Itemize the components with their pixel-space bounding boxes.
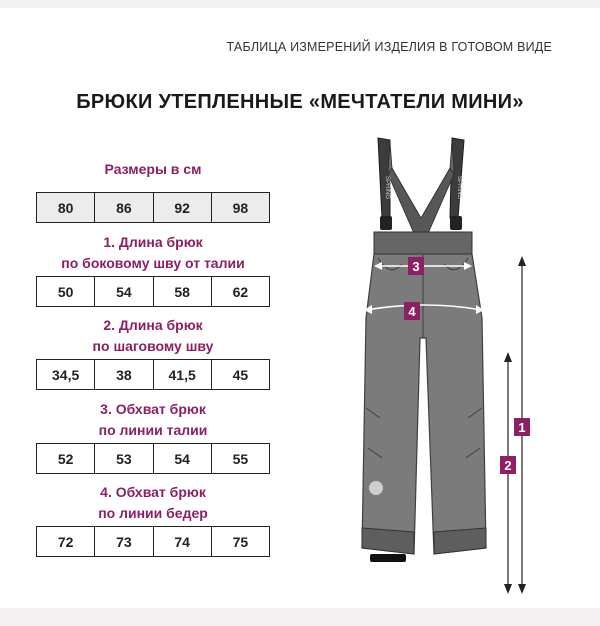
value-cell: 52 [37, 444, 95, 473]
measurement-4-title-line1: 4. Обхват брюк [100, 484, 206, 500]
measurement-2-title [30, 315, 276, 357]
header-caption: ТАБЛИЦА ИЗМЕРЕНИЙ ИЗДЕЛИЯ В ГОТОВОМ ВИДЕ [226, 40, 552, 54]
value-cell: 41,5 [154, 360, 212, 389]
inseam-head-top [504, 352, 512, 362]
bib-top [388, 168, 454, 238]
badge-1-label: 1 [518, 420, 526, 435]
badge-4-label: 4 [408, 304, 416, 319]
value-cell: 45 [232, 366, 249, 383]
measurement-4-title-line2: по линии бедер [98, 505, 208, 521]
sizes-title: Размеры в см [104, 161, 202, 177]
value-cell: 73 [95, 527, 153, 556]
measurement-3-title-line1: 3. Обхват брюк [100, 401, 206, 417]
measurement-3-title-line2: по линии талии [98, 422, 208, 438]
measurement-2-title-line2: по шаговому шву [92, 338, 214, 354]
right-cuff [434, 528, 486, 554]
badge-3-label: 3 [412, 259, 420, 274]
measurement-1-title-line1: 1. Длина брюк [103, 234, 203, 250]
value-cell: 54 [95, 277, 153, 306]
waistband [374, 232, 472, 254]
measurement-4-title [30, 482, 276, 524]
sizes-table [36, 192, 270, 223]
page-title: БРЮКИ УТЕПЛЕННЫЕ «МЕЧТАТЕЛИ МИНИ» [76, 91, 524, 113]
pants-illustration [330, 128, 560, 598]
value-cell: 50 [37, 277, 95, 306]
value-cell: 74 [154, 527, 212, 556]
measurement-1-table [36, 276, 270, 307]
value-cell: 72 [37, 527, 95, 556]
right-buckle [450, 216, 462, 230]
value-cell: 58 [154, 277, 212, 306]
left-cuff [362, 528, 414, 554]
measurement-4-table [36, 526, 270, 557]
value-cell: 75 [232, 533, 249, 550]
value-cell: 54 [154, 444, 212, 473]
value-cell: 38 [95, 360, 153, 389]
right-strap-label: SPRING [456, 176, 462, 200]
left-buckle [380, 216, 392, 230]
side-length-head-bottom [518, 584, 526, 594]
size-cell: 92 [154, 193, 212, 222]
badge-2-label: 2 [504, 458, 512, 473]
measurement-3-table [36, 443, 270, 474]
brand-logo-icon [369, 481, 383, 495]
inseam-head-bottom [504, 584, 512, 594]
size-chart-page [0, 8, 600, 608]
side-length-head-top [518, 256, 526, 266]
measurement-2-title-line1: 2. Длина брюк [103, 317, 203, 333]
size-cell: 86 [95, 193, 153, 222]
left-cuff-snap [370, 554, 406, 562]
measurement-1-title [30, 232, 276, 274]
pants-body [362, 254, 486, 554]
size-cell: 98 [232, 199, 249, 216]
value-cell: 55 [232, 450, 249, 467]
measurement-3-title [30, 399, 276, 441]
measurement-2-table [36, 359, 270, 390]
value-cell: 34,5 [37, 360, 95, 389]
size-cell: 80 [37, 193, 95, 222]
measurement-1-title-line2: по боковому шву от талии [61, 255, 245, 271]
value-cell: 53 [95, 444, 153, 473]
value-cell: 62 [232, 283, 249, 300]
left-strap-label: SPRING [384, 176, 390, 200]
